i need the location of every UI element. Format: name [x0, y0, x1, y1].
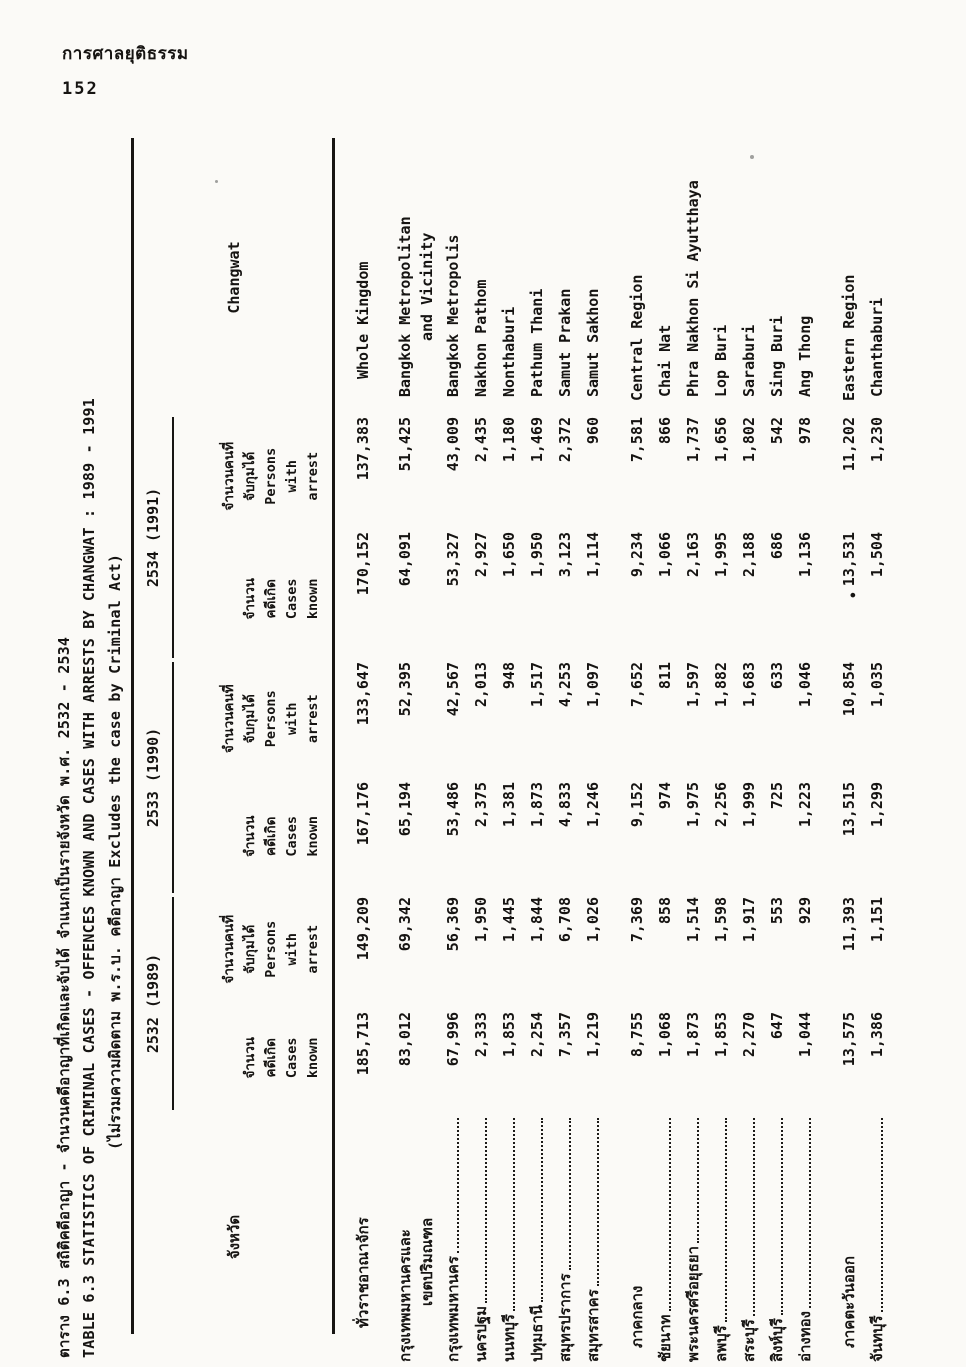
- cell-2533-cases-known: 1,246: [584, 782, 602, 828]
- cell-2533-cases-known: 1,223: [796, 782, 814, 828]
- dotted-leader: [809, 1118, 811, 1308]
- cell-2534-persons-arrest: 978: [796, 417, 814, 445]
- year-group-2533: [138, 660, 330, 895]
- table-row: [442, 140, 470, 1362]
- english-name-cell: Chai Nat: [656, 324, 674, 397]
- english-name-cell: Phra Nakhon Si Ayutthaya: [684, 180, 702, 397]
- table-row: [738, 140, 766, 1362]
- cell-2534-cases-known: 1,650: [500, 532, 518, 578]
- thai-name-cell: สมุทรปราการ: [554, 1112, 576, 1362]
- cell-2533-persons-arrest: 133,647: [354, 662, 372, 726]
- dotted-leader: [513, 1118, 515, 1311]
- cell-2532-persons-arrest: 858: [656, 897, 674, 925]
- cell-2533-cases-known: 167,176: [354, 782, 372, 846]
- scan-dot-artifact: •: [847, 591, 862, 600]
- thai-name-cell: นนทบุรี: [498, 1112, 520, 1362]
- cell-2533-persons-arrest: 1,683: [740, 662, 758, 708]
- thai-name-cell: ชัยนาท: [654, 1112, 676, 1362]
- cell-2532-persons-arrest: 1,514: [684, 897, 702, 943]
- cell-2534-persons-arrest: 7,581: [628, 417, 646, 463]
- table-row: [682, 140, 710, 1362]
- dotted-leader: [753, 1118, 755, 1316]
- table-top-rule: [131, 138, 134, 1334]
- cell-2534-persons-arrest: 1,180: [500, 417, 518, 463]
- cell-2534-persons-arrest: 1,656: [712, 417, 730, 463]
- cell-2533-persons-arrest: 1,035: [868, 662, 886, 708]
- dotted-leader: [597, 1118, 599, 1286]
- thai-name-cell: กรุงเทพมหานครและ เขตปริมณฑล: [396, 1217, 436, 1362]
- cell-2534-cases-known: 1,136: [796, 532, 814, 578]
- thai-name-cell: ลพบุรี: [710, 1112, 732, 1362]
- section-title-thai: การศาลยุติธรรม: [62, 44, 189, 64]
- cell-2533-cases-known: 9,152: [628, 782, 646, 828]
- english-name-cell: Bangkok Metropolis: [444, 234, 462, 397]
- table-row: [526, 140, 554, 1362]
- cell-2534-persons-arrest: 1,230: [868, 417, 886, 463]
- thai-name-cell: สมุทรสาคร: [582, 1112, 604, 1362]
- cell-2533-persons-arrest: 1,046: [796, 662, 814, 708]
- cell-2533-persons-arrest: 633: [768, 662, 786, 690]
- cell-2534-cases-known: 1,995: [712, 532, 730, 578]
- cell-2534-cases-known: 2,927: [472, 532, 490, 578]
- cell-2533-persons-arrest: 42,567: [444, 662, 462, 717]
- cell-2533-persons-arrest: 1,097: [584, 662, 602, 708]
- table-row: [626, 140, 654, 1362]
- cell-2534-persons-arrest: 1,469: [528, 417, 546, 463]
- cell-2533-cases-known: 65,194: [396, 782, 414, 837]
- cell-2533-cases-known: 1,299: [868, 782, 886, 828]
- table-row: [794, 140, 822, 1362]
- thai-name-cell: อ่างทอง: [794, 1112, 816, 1362]
- cell-2533-cases-known: 1,873: [528, 782, 546, 828]
- thai-name-cell: ทั่วราชอาณาจักร: [354, 1217, 372, 1328]
- table-row: [710, 140, 738, 1362]
- cell-2534-cases-known: 1,114: [584, 532, 602, 578]
- cell-2534-persons-arrest: 2,435: [472, 417, 490, 463]
- english-name-cell: Whole Kingdom: [354, 261, 372, 379]
- cell-2533-persons-arrest: 811: [656, 662, 674, 690]
- cell-2534-cases-known: 2,188: [740, 532, 758, 578]
- cell-2533-cases-known: 725: [768, 782, 786, 810]
- english-name-cell: Pathum Thani: [528, 288, 546, 397]
- cell-2532-persons-arrest: 6,708: [556, 897, 574, 943]
- scan-speck: [215, 180, 218, 183]
- cell-2532-persons-arrest: 69,342: [396, 897, 414, 952]
- cell-2532-cases-known: 647: [768, 1012, 786, 1040]
- cell-2533-cases-known: 53,486: [444, 782, 462, 837]
- english-name-cell: Bangkok Metropolitan and Vicinity: [396, 216, 436, 397]
- cell-2533-cases-known: 4,833: [556, 782, 574, 828]
- cell-2534-persons-arrest: 43,009: [444, 417, 462, 472]
- cell-2532-persons-arrest: 1,844: [528, 897, 546, 943]
- cell-2532-cases-known: 83,012: [396, 1012, 414, 1067]
- stub-header-thai: จังหวัด: [225, 1214, 243, 1260]
- english-name-cell: Nonthaburi: [500, 306, 518, 397]
- cell-2532-persons-arrest: 1,950: [472, 897, 490, 943]
- cell-2534-persons-arrest: 1,802: [740, 417, 758, 463]
- cell-2532-persons-arrest: 1,598: [712, 897, 730, 943]
- cell-2532-cases-known: 13,575: [840, 1012, 858, 1067]
- table-header: [138, 140, 330, 1362]
- thai-name-cell: ปทุมธานี: [526, 1112, 548, 1362]
- col-header-cases-known-2533: จำนวน คดีเกิด Cases known: [242, 815, 321, 858]
- english-name-cell: Samut Prakan: [556, 288, 574, 397]
- cell-2532-persons-arrest: 1,445: [500, 897, 518, 943]
- thai-name-cell: สิงห์บุรี: [766, 1112, 788, 1362]
- english-name-cell: Central Region: [628, 274, 646, 401]
- cell-2533-cases-known: 974: [656, 782, 674, 810]
- table-row: [582, 140, 610, 1362]
- dotted-leader: [697, 1118, 699, 1243]
- cell-2533-persons-arrest: 1,882: [712, 662, 730, 708]
- col-header-cases-known-2534: จำนวน คดีเกิด Cases known: [242, 577, 321, 620]
- rotated-table-block: [52, 122, 960, 1362]
- cell-2532-persons-arrest: 1,151: [868, 897, 886, 943]
- col-header-persons-arrest-2532: จำนวนคนที่ จับกุมได้ Persons with arrest: [221, 914, 321, 984]
- cell-2533-cases-known: 2,375: [472, 782, 490, 828]
- cell-2534-persons-arrest: 2,372: [556, 417, 574, 463]
- cell-2532-persons-arrest: 149,209: [354, 897, 372, 961]
- cell-2533-persons-arrest: 7,652: [628, 662, 646, 708]
- dotted-leader: [485, 1118, 487, 1303]
- cell-2534-persons-arrest: 137,383: [354, 417, 372, 481]
- cell-2532-cases-known: 2,333: [472, 1012, 490, 1058]
- dotted-leader: [725, 1118, 727, 1322]
- english-name-cell: Lop Buri: [712, 324, 730, 397]
- cell-2532-persons-arrest: 1,917: [740, 897, 758, 943]
- table-row: [554, 140, 582, 1362]
- thai-name-cell: สระบุรี: [738, 1112, 760, 1362]
- english-name-cell: Chanthaburi: [868, 297, 886, 397]
- cell-2534-cases-known: 3,123: [556, 532, 574, 578]
- cell-2532-cases-known: 1,219: [584, 1012, 602, 1058]
- cell-2532-cases-known: 1,853: [712, 1012, 730, 1058]
- cell-2532-persons-arrest: 929: [796, 897, 814, 925]
- dotted-leader: [541, 1118, 543, 1302]
- table-row: [654, 140, 682, 1362]
- english-name-cell: Nakhon Pathom: [472, 279, 490, 397]
- dotted-leader: [781, 1118, 783, 1315]
- table-title-note: (ไม่รวมความผิดตาม พ.ร.บ. คดีอาญา Excludes the case by Criminal Act): [106, 553, 124, 1150]
- thai-name-cell: กรุงเทพมหานคร: [442, 1112, 464, 1362]
- thai-name-cell: ภาคตะวันออก: [840, 1256, 858, 1348]
- dotted-leader: [669, 1118, 671, 1311]
- table-title-thai: ตาราง 6.3 สถิติคดีอาญา - จำนวนคดีอาญาที่เกิดและจับได้ จำแนกเป็นรายจังหวัด พ.ศ. 2532 - 2534: [55, 636, 73, 1358]
- cell-2534-cases-known: 686: [768, 532, 786, 560]
- table-row: [470, 140, 498, 1362]
- table-row: [838, 140, 866, 1362]
- year-label-2534: 2534 (1991): [138, 417, 174, 658]
- cell-2533-cases-known: 1,999: [740, 782, 758, 828]
- table-row: [352, 140, 380, 1362]
- english-name-cell: Sing Buri: [768, 315, 786, 397]
- cell-2533-persons-arrest: 1,597: [684, 662, 702, 708]
- cell-2532-cases-known: 1,068: [656, 1012, 674, 1058]
- cell-2532-cases-known: 1,853: [500, 1012, 518, 1058]
- year-group-2532: [138, 895, 330, 1112]
- col-header-persons-arrest-2534: จำนวนคนที่ จับกุมได้ Persons with arrest: [221, 441, 321, 511]
- cell-2534-cases-known: 9,234: [628, 532, 646, 578]
- table-title-english: TABLE 6.3 STATISTICS OF CRIMINAL CASES - OFFENCES KNOWN AND CASES WITH ARRESTS BY CHANGWAT : 1989 - 1991: [80, 398, 98, 1358]
- year-group-2534: [138, 415, 330, 660]
- cell-2533-persons-arrest: 2,013: [472, 662, 490, 708]
- cell-2532-cases-known: 185,713: [354, 1012, 372, 1076]
- cell-2533-persons-arrest: 1,517: [528, 662, 546, 708]
- cell-2533-cases-known: 1,975: [684, 782, 702, 828]
- stub-header-english: Changwat: [225, 241, 243, 314]
- cell-2532-cases-known: 1,873: [684, 1012, 702, 1058]
- thai-name-cell: พระนครศรีอยุธยา: [682, 1112, 704, 1362]
- cell-2534-persons-arrest: 866: [656, 417, 674, 445]
- cell-2532-persons-arrest: 1,026: [584, 897, 602, 943]
- cell-2532-cases-known: 8,755: [628, 1012, 646, 1058]
- cell-2532-cases-known: 2,254: [528, 1012, 546, 1058]
- cell-2533-cases-known: 2,256: [712, 782, 730, 828]
- header-bottom-rule: [332, 138, 335, 1334]
- cell-2534-persons-arrest: 51,425: [396, 417, 414, 472]
- col-header-persons-arrest-2533: จำนวนคนที่ จับกุมได้ Persons with arrest: [221, 684, 321, 754]
- cell-2532-persons-arrest: 56,369: [444, 897, 462, 952]
- english-name-cell: Samut Sakhon: [584, 288, 602, 397]
- year-label-2533: 2533 (1990): [138, 662, 174, 893]
- cell-2533-persons-arrest: 52,395: [396, 662, 414, 717]
- english-name-cell: Ang Thong: [796, 315, 814, 397]
- cell-2534-cases-known: 64,091: [396, 532, 414, 587]
- cell-2534-persons-arrest: 11,202: [840, 417, 858, 472]
- cell-2533-persons-arrest: 10,854: [840, 662, 858, 717]
- cell-2532-persons-arrest: 7,369: [628, 897, 646, 943]
- cell-2532-cases-known: 67,996: [444, 1012, 462, 1067]
- cell-2534-persons-arrest: 542: [768, 417, 786, 445]
- cell-2534-cases-known: 1,066: [656, 532, 674, 578]
- thai-name-cell: นครปฐม: [470, 1112, 492, 1362]
- scan-speck: [750, 155, 754, 159]
- cell-2534-cases-known: 2,163: [684, 532, 702, 578]
- english-name-cell: Eastern Region: [840, 274, 858, 401]
- cell-2533-persons-arrest: 4,253: [556, 662, 574, 708]
- thai-name-cell: จันทบุรี: [866, 1112, 888, 1362]
- dotted-leader: [457, 1118, 459, 1253]
- thai-name-cell: ภาคกลาง: [628, 1285, 646, 1348]
- cell-2534-persons-arrest: 1,737: [684, 417, 702, 463]
- cell-2533-persons-arrest: 948: [500, 662, 518, 690]
- dotted-leader: [569, 1118, 571, 1270]
- cell-2533-cases-known: 13,515: [840, 782, 858, 837]
- col-header-cases-known-2532: จำนวน คดีเกิด Cases known: [242, 1036, 321, 1079]
- cell-2534-persons-arrest: 960: [584, 417, 602, 445]
- cell-2534-cases-known: 53,327: [444, 532, 462, 587]
- cell-2532-cases-known: 1,386: [868, 1012, 886, 1058]
- page-corner-header: [62, 40, 189, 99]
- table-row: [394, 140, 442, 1362]
- cell-2532-cases-known: 1,044: [796, 1012, 814, 1058]
- cell-2534-cases-known: 1,950: [528, 532, 546, 578]
- cell-2532-persons-arrest: 553: [768, 897, 786, 925]
- cell-2532-cases-known: 2,270: [740, 1012, 758, 1058]
- year-label-2532: 2532 (1989): [138, 897, 174, 1110]
- cell-2534-cases-known: 1,504: [868, 532, 886, 578]
- cell-2532-persons-arrest: 11,393: [840, 897, 858, 952]
- cell-2534-cases-known: 170,152: [354, 532, 372, 596]
- english-name-cell: Saraburi: [740, 324, 758, 397]
- cell-2533-cases-known: 1,381: [500, 782, 518, 828]
- table-row: [498, 140, 526, 1362]
- table-title-block: [52, 126, 127, 1358]
- cell-2532-cases-known: 7,357: [556, 1012, 574, 1058]
- dotted-leader: [881, 1118, 883, 1312]
- table-row: [766, 140, 794, 1362]
- page-number: 152: [62, 79, 99, 99]
- cell-2534-cases-known: •13,531: [840, 532, 862, 600]
- table-row: [866, 140, 894, 1362]
- table-body: [352, 140, 894, 1362]
